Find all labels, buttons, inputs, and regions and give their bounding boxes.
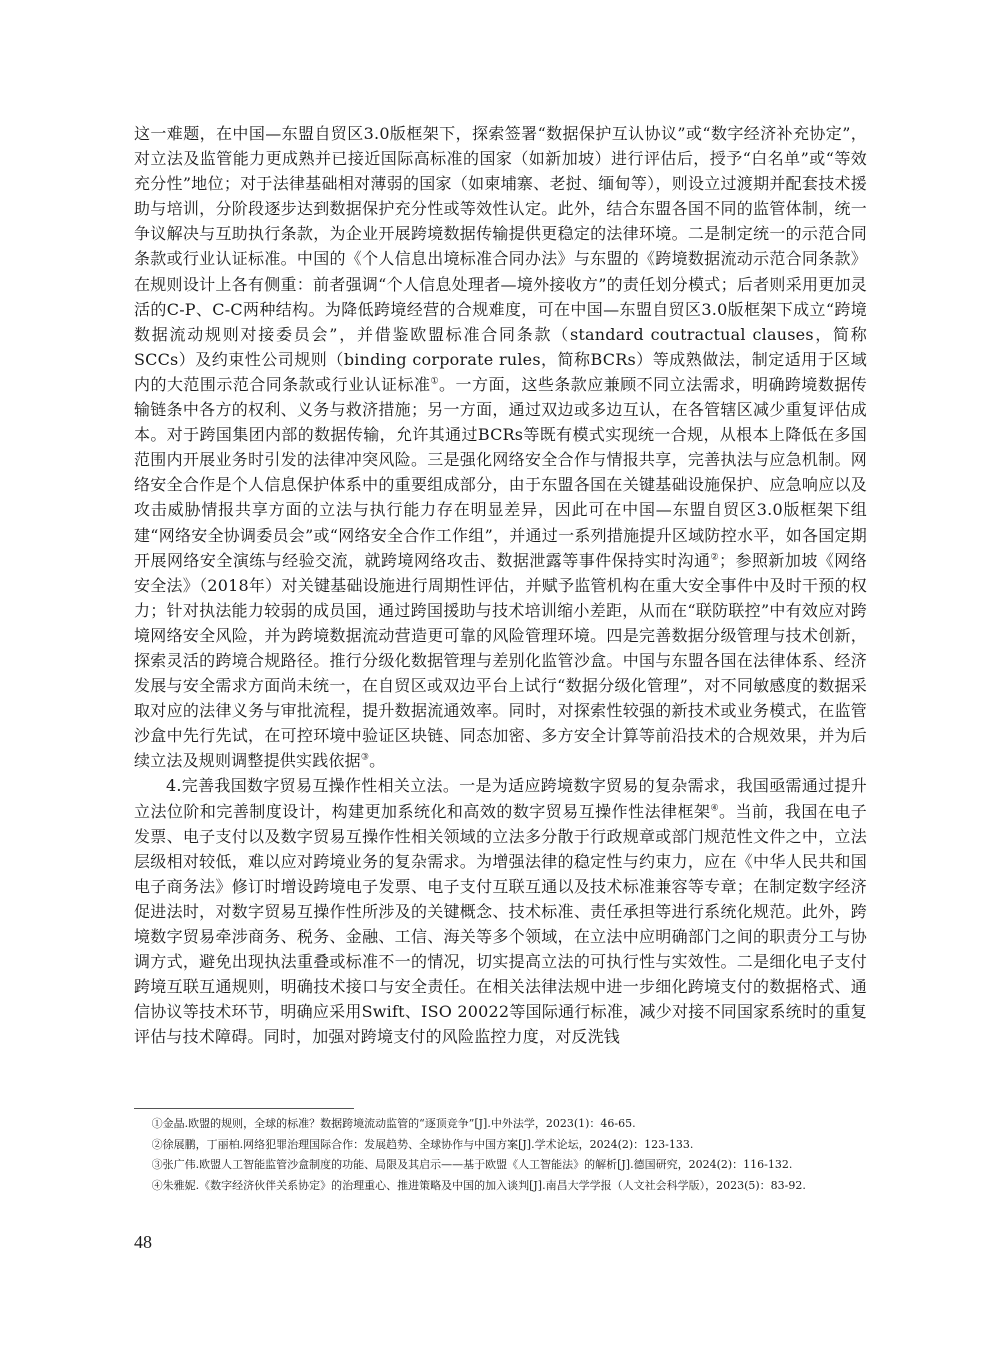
- paragraph-text: ；参照新加坡《网络安全法》（2018年）对关键基础设施进行周期性评估，并赋予监管机构在重大安全事件中及时干预的权力；针对执法能力较弱的成员国，通过跨国援助与技术培训缩小差距，从而在“联防联控”中有效应对跨境网络安全风险，并为跨境数据流动营造更可靠的风险管理环境。四是完善数据分级管理与技术创新，探索灵活的跨境合规路径。推行分级化数据管理与差别化监管沙盒。中国与东盟各国在法律体系、经济发展与安全需求方面尚未统一，在自贸区或双边平台上试行“数据分级化管理”，对不同敏感度的数据采取对应的法律义务与审批流程，提升数据流通效率。同时，对探索性较强的新技术或业务模式，在监管沙盒中先行先试，在可控环境中验证区块链、同态加密、多方安全计算等前沿技术的合规效果，并为后续立法及规则调整提供实践依据: [134, 550, 867, 771]
- footnote-marker-4: ④: [710, 803, 720, 814]
- page-number: 48: [134, 1232, 152, 1252]
- footnote-4: ④朱雅妮.《数字经济伙伴关系协定》的治理重心、推进策略及中国的加入谈判[J].南昌大学学报（人文社会科学版），2023(5)：83-92.: [151, 1178, 806, 1192]
- footnote-3: ③张广伟.欧盟人工智能监管沙盒制度的功能、局限及其启示——基于欧盟《人工智能法》的解析[J].德国研究，2024(2)：116-132.: [151, 1158, 793, 1171]
- footnote-marker-2: ②: [710, 552, 720, 563]
- paragraph-text: 这一难题，在中国—东盟自贸区3.0版框架下，探索签署“数据保护互认协议”或“数字经济补充协定”，对立法及监管能力更成熟并已接近国际高标准的国家（如新加坡）进行评估后，授予“白名单”或“等效充分性”地位；对于法律基础相对薄弱的国家（如柬埔寨、老挝、缅甸等），则设立过渡期并配套技术援助与培训，分阶段逐步达到数据保护充分性或等效性认定。此外，结合东盟各国不同的监管体制，统一争议解决与互助执行条款，为企业开展跨境数据传输提供更稳定的法律环境。二是制定统一的示范合同条款或行业认证标准。中国的《个人信息出境标准合同办法》与东盟的《跨境数据流动示范合同条款》在规则设计上各有侧重：前者强调“个人信息处理者—境外接收方”的责任划分模式；后者则采用更加灵活的C-P、C-C两种结构。为降低跨境经营的合规难度，可在中国—东盟自贸区3.0版框架下成立“跨境数据流动规则对接委员会”，并借鉴欧盟标准合同条款（standard coutractual clauses，简称SCCs）及约束性公司规则（binding corporate rules，简称BCRs）等成熟做法，制定适用于区域内的大范围示范合同条款或行业认证标准: [134, 124, 867, 394]
- footnote-divider: [134, 1108, 354, 1109]
- footnote-1: ①金晶.欧盟的规则，全球的标准？数据跨境流动监管的“逐顶竞争”[J].中外法学，2023(1)：46-65.: [151, 1117, 636, 1130]
- paragraph-text: 。当前，我国在电子发票、电子支付以及数字贸易互操作性相关领域的立法多分散于行政规章或部门规范性文件之中，立法层级相对较低，难以应对跨境业务的复杂需求。为增强法律的稳定性与约束力，应在《中华人民共和国电子商务法》修订时增设跨境电子发票、电子支付互联互通以及技术标准兼容等专章；在制定数字经济促进法时，对数字贸易互操作性所涉及的关键概念、技术标准、责任承担等进行系统化规范。此外，跨境数字贸易牵涉商务、税务、金融、工信、海关等多个领域，在立法中应明确部门之间的职责分工与协调方式，避免出现执法重叠或标准不一的情况，切实提高立法的可执行性与实效性。二是细化电子支付跨境互联互通规则，明确技术接口与安全责任。在相关法律法规中进一步细化跨境支付的数据格式、通信协议等技术环节，明确应采用Swift、ISO 20022等国际通行标准，减少对接不同国家系统时的重复评估与技术障碍。同时，加强对跨境支付的风险监控力度，对反洗钱: [134, 801, 867, 1047]
- footnote-marker-3: ③: [360, 753, 370, 764]
- body-text: [134, 121, 867, 1049]
- footnotes: [134, 1114, 867, 1196]
- paragraph-text: 4.完善我国数字贸易互操作性相关立法。一是为适应跨境数字贸易的复杂需求，我国亟需通过提升立法位阶和完善制度设计，构建更加系统化和高效的数字贸易互操作性法律框架: [134, 776, 867, 821]
- paragraph-text: 。: [369, 751, 386, 771]
- footnote-2: ②徐展鹏，丁丽柏.网络犯罪治理国际合作：发展趋势、全球协作与中国方案[J].学术论坛，2024(2)：123-133.: [151, 1137, 694, 1151]
- paragraph-text: 。一方面，这些条款应兼顾不同立法需求，明确跨境数据传输链条中各方的权利、义务与救济措施；另一方面，通过双边或多边互认，在各管辖区减少重复评估成本。对于跨国集团内部的数据传输，允许其通过BCRs等既有模式实现统一合规，从根本上降低在多国范围内开展业务时引发的法律冲突风险。三是强化网络安全合作与情报共享，完善执法与应急机制。网络安全合作是个人信息保护体系中的重要组成部分，由于东盟各国在关键基础设施保护、应急响应以及攻击威胁情报共享方面的立法与执行能力存在明显差异，因此可在中国—东盟自贸区3.0版框架下组建“网络安全协调委员会”或“网络安全合作工作组”，并通过一系列措施提升区域防控水平，如各国定期开展网络安全演练与经验交流，就跨境网络攻击、数据泄露等事件保持实时沟通: [134, 374, 867, 570]
- footnote-marker-1: ①: [430, 376, 440, 387]
- paragraph-1: [134, 121, 867, 773]
- paragraph-2: [134, 773, 867, 1049]
